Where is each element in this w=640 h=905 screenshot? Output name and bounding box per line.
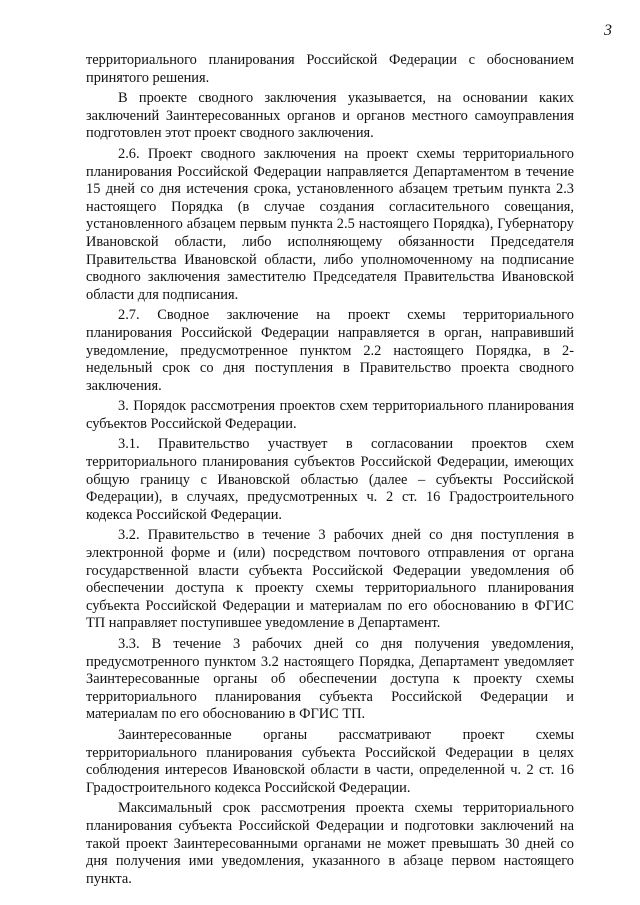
paragraph-3-1: 3.1. Правительство участвует в согласовании проектов схем территориального планирования субъектов Российской Федерации, имеющих общую границу с Ивановской областью (далее – субъекты Российской Федерации), в случаях, предусмотренных ч. 2 ст. 16 Градостроительного кодекса Российской Федерации. — [86, 436, 574, 523]
document-body — [86, 52, 574, 891]
page-number: 3 — [604, 22, 612, 39]
section-3-heading: 3. Порядок рассмотрения проектов схем территориального планирования субъектов Российской Федерации. — [86, 398, 574, 432]
paragraph-2-7: 2.7. Сводное заключение на проект схемы территориального планирования Российской Федерации направляется в орган, направивший уведомление, предусмотренное пунктом 2.2 настоящего Порядка, в 2-недельный срок со дня поступления в Правительство проекта сводного заключения. — [86, 307, 574, 394]
paragraph-interested-bodies: Заинтересованные органы рассматривают проект схемы территориального планирования субъекта Российской Федерации в целях соблюдения интересов Ивановской области в части, определенной ч. 2 ст. 16 Градостроительного кодекса Российской Федерации. — [86, 726, 574, 796]
paragraph-continuation: территориального планирования Российской Федерации с обоснованием принятого решения. — [86, 52, 574, 86]
paragraph-2-6: 2.6. Проект сводного заключения на проект схемы территориального планирования Российской Федерации направляется Департаментом в течение 15 дней со дня истечения срока, установленного абзацем третьим пункта 2.3 настоящего Порядка (в случае создания согласительного совещания, установленного абзацем первым пункта 2.5 настоящего Порядка), Губернатору Ивановской области, либо исполняющему обязанности Председателя Правительства Ивановской области, либо уполномоченному на подписание сводного заключения заместителю Председателя Правительства Ивановской области для подписания. — [86, 145, 574, 303]
paragraph-max-term: Максимальный срок рассмотрения проекта схемы территориального планирования субъекта Российской Федерации и подготовки заключений на такой проект Заинтересованными органами не может превышать 30 дней со дня получения ими уведомления, указанного в абзаце первом настоящего пункта. — [86, 800, 574, 887]
paragraph-summary-basis: В проекте сводного заключения указывается, на основании каких заключений Заинтересованных органов и органов местного самоуправления подготовлен этот проект сводного заключения. — [86, 90, 574, 142]
paragraph-3-3: 3.3. В течение 3 рабочих дней со дня получения уведомления, предусмотренного пунктом 3.2 настоящего Порядка, Департамент уведомляет Заинтересованные органы об обеспечении доступа к проекту схемы территориального планирования субъекта Российской Федерации и материалам по его обоснованию в ФГИС ТП. — [86, 636, 574, 723]
paragraph-3-2: 3.2. Правительство в течение 3 рабочих дней со дня поступления в электронной форме и (или) посредством почтового отправления от органа государственной власти субъекта Российской Федерации уведомления об обеспечении доступа к проекту схемы территориального планирования субъекта Российской Федерации и материалам по его обоснованию в ФГИС ТП направляет поступившее уведомление в Департамент. — [86, 527, 574, 632]
